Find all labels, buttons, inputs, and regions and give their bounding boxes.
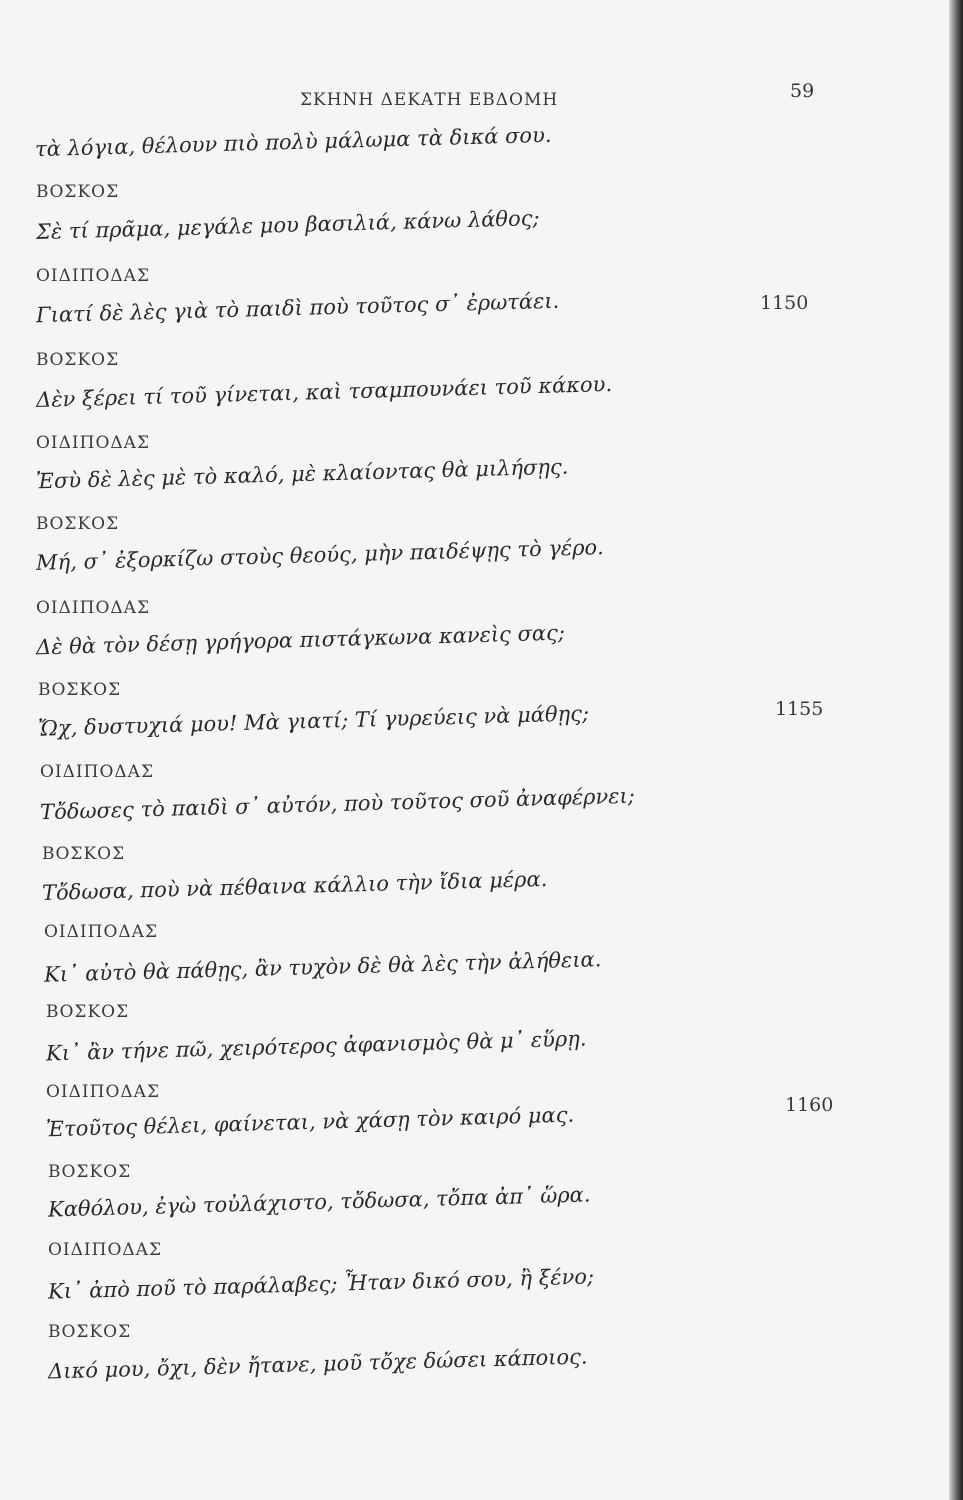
speaker-name: ΟΙΔΙΠΟΔΑΣ (44, 922, 158, 942)
verse-line: Μή, σ᾽ ἐξορκίζω στοὺς θεούς, μὴν παιδέψῃς τὸ γέρο. (35, 535, 605, 575)
page-edge-shadow (949, 0, 963, 1500)
line-number: 1155 (775, 698, 824, 720)
speaker-name: ΟΙΔΙΠΟΔΑΣ (40, 762, 154, 782)
verse-line: Ὤχ, δυστυχιά μου! Μὰ γιατί; Τί γυρεύεις νὰ μάθῃς; (37, 701, 590, 741)
speaker-name: ΟΙΔΙΠΟΔΑΣ (36, 598, 150, 618)
verse-line: Γιατί δὲ λὲς γιὰ τὸ παιδὶ ποὺ τοῦτος σ᾽ ἐρωτάει. (35, 288, 560, 328)
verse-line: Σὲ τί πρᾶμα, μεγάλε μου βασιλιά, κάνω λάθος; (35, 205, 540, 245)
verse-line: Δὲν ξέρει τί τοῦ γίνεται, καὶ τσαμπουνάει τοῦ κάκου. (35, 371, 613, 413)
verse-line: Κι᾽ ἀπὸ ποῦ τὸ παράλαβες; Ἦταν δικό σου, ἢ ξένο; (47, 1264, 595, 1304)
speaker-name: ΟΙΔΙΠΟΔΑΣ (46, 1082, 160, 1102)
verse-line: Κι᾽ αὐτὸ θὰ πάθῃς, ἂν τυχὸν δὲ θὰ λὲς τὴν ἀλήθεια. (43, 947, 602, 987)
line-number: 1150 (760, 292, 809, 314)
speaker-name: ΒΟΣΚΟΣ (38, 680, 122, 700)
speaker-name: ΟΙΔΙΠΟΔΑΣ (48, 1240, 162, 1260)
speaker-name: ΒΟΣΚΟΣ (36, 182, 120, 202)
verse-line: Ἐτοῦτος θέλει, φαίνεται, νὰ χάσῃ τὸν καιρό μας. (45, 1102, 575, 1142)
speaker-name: ΒΟΣΚΟΣ (36, 514, 120, 534)
speaker-name: ΟΙΔΙΠΟΔΑΣ (36, 433, 150, 453)
verse-line: τὰ λόγια, θέλουν πιὸ πολὺ μάλωμα τὰ δικά σου. (34, 122, 552, 162)
line-number: 1160 (785, 1094, 834, 1116)
speaker-name: ΒΟΣΚΟΣ (36, 350, 120, 370)
speaker-name: ΟΙΔΙΠΟΔΑΣ (36, 266, 150, 286)
running-head: ΣΚΗΝΗ ΔΕΚΑΤΗ ΕΒΔΟΜΗ (300, 90, 559, 110)
verse-line: Κι᾽ ἂν τήνε πῶ, χειρότερος ἀφανισμὸς θὰ μ᾽ εὕρῃ. (45, 1026, 587, 1066)
verse-line: Τὄδωσες τὸ παιδὶ σ᾽ αὐτόν, ποὺ τοῦτος σοῦ ἀναφέρνει; (39, 783, 636, 825)
speaker-name: ΒΟΣΚΟΣ (48, 1162, 132, 1182)
page-number: 59 (790, 80, 815, 102)
speaker-name: ΒΟΣΚΟΣ (42, 844, 126, 864)
verse-line: Δὲ θὰ τὸν δέσῃ γρήγορα πιστάγκωνα κανεὶς σας; (35, 620, 566, 660)
verse-line: Τὄδωσα, ποὺ νὰ πέθαινα κάλλιο τὴν ἴδια μέρα. (41, 866, 548, 906)
verse-line: Καθόλου, ἐγὼ τοὐλάχιστο, τὄδωσα, τὄπα ἀπ᾽ ὥρα. (47, 1182, 591, 1222)
speaker-name: ΒΟΣΚΟΣ (46, 1002, 130, 1022)
verse-line: Δικό μου, ὄχι, δὲν ἤτανε, μοῦ τὄχε δώσει κάποιος. (47, 1344, 588, 1384)
verse-line: Ἐσὺ δὲ λὲς μὲ τὸ καλό, μὲ κλαίοντας θὰ μιλήσῃς. (35, 454, 569, 494)
speaker-name: ΒΟΣΚΟΣ (48, 1322, 132, 1342)
